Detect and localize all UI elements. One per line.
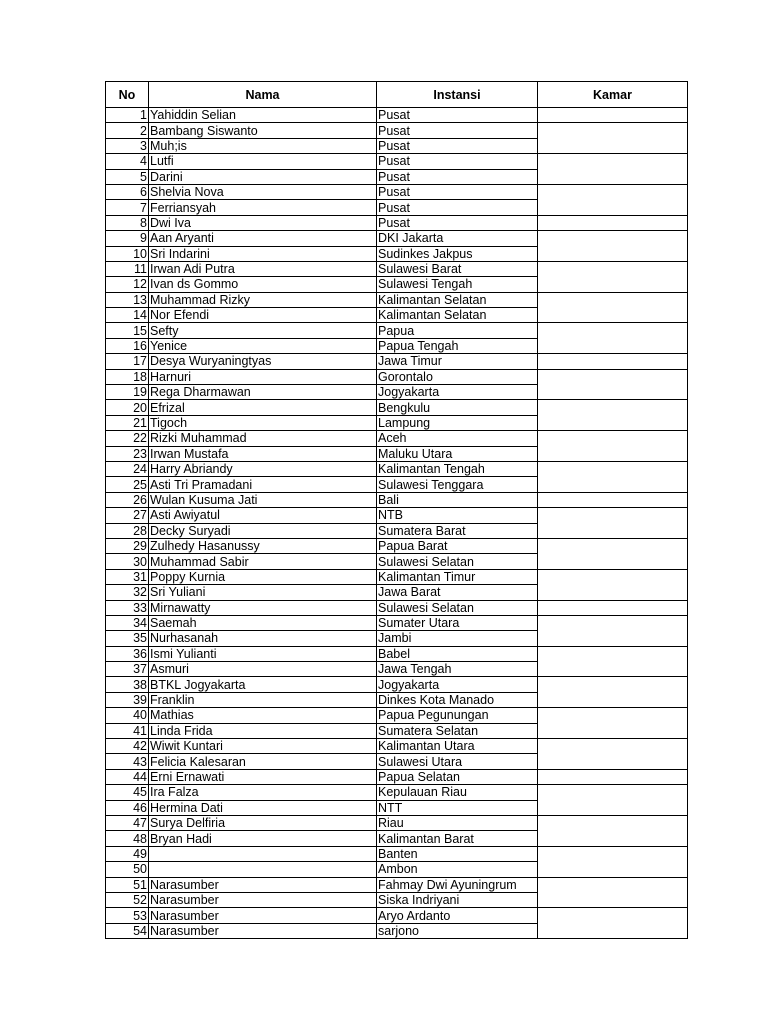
cell-kamar: [538, 431, 688, 446]
cell-no: 30: [106, 554, 149, 569]
cell-instansi: Papua Selatan: [377, 769, 538, 784]
cell-no: 4: [106, 154, 149, 169]
cell-kamar: [538, 200, 688, 215]
cell-nama: Harry Abriandy: [149, 461, 377, 476]
cell-kamar: [538, 677, 688, 692]
cell-nama: Sri Indarini: [149, 246, 377, 261]
table-row: [106, 754, 688, 769]
table-row: [106, 338, 688, 353]
cell-kamar: [538, 585, 688, 600]
cell-nama: Zulhedy Hasanussy: [149, 538, 377, 553]
cell-kamar: [538, 692, 688, 707]
table-row: [106, 292, 688, 307]
cell-nama: Narasumber: [149, 908, 377, 923]
cell-no: 7: [106, 200, 149, 215]
cell-kamar: [538, 815, 688, 830]
cell-no: 40: [106, 708, 149, 723]
table-body: [106, 108, 688, 939]
table-row: [106, 154, 688, 169]
cell-instansi: Pusat: [377, 184, 538, 199]
cell-nama: Muh;is: [149, 138, 377, 153]
cell-kamar: [538, 508, 688, 523]
cell-no: 39: [106, 692, 149, 707]
cell-no: 51: [106, 877, 149, 892]
cell-kamar: [538, 538, 688, 553]
cell-kamar: [538, 246, 688, 261]
cell-kamar: [538, 892, 688, 907]
cell-nama: Darini: [149, 169, 377, 184]
cell-kamar: [538, 477, 688, 492]
table-row: [106, 569, 688, 584]
cell-instansi: Jogyakarta: [377, 677, 538, 692]
cell-instansi: Aryo Ardanto: [377, 908, 538, 923]
cell-nama: Franklin: [149, 692, 377, 707]
cell-nama: Asmuri: [149, 662, 377, 677]
cell-instansi: Sulawesi Selatan: [377, 554, 538, 569]
cell-instansi: Papua Tengah: [377, 338, 538, 353]
cell-kamar: [538, 662, 688, 677]
table-row: [106, 261, 688, 276]
header-row: [106, 82, 688, 108]
table-row: [106, 923, 688, 938]
cell-kamar: [538, 154, 688, 169]
table-row: [106, 215, 688, 230]
cell-no: 27: [106, 508, 149, 523]
cell-nama: Efrizal: [149, 400, 377, 415]
cell-instansi: Kalimantan Selatan: [377, 308, 538, 323]
cell-no: 46: [106, 800, 149, 815]
table-row: [106, 138, 688, 153]
cell-instansi: Banten: [377, 846, 538, 861]
cell-no: 22: [106, 431, 149, 446]
cell-kamar: [538, 400, 688, 415]
table-row: [106, 354, 688, 369]
cell-kamar: [538, 615, 688, 630]
cell-kamar: [538, 415, 688, 430]
cell-no: 29: [106, 538, 149, 553]
cell-no: 52: [106, 892, 149, 907]
cell-nama: Mathias: [149, 708, 377, 723]
cell-kamar: [538, 877, 688, 892]
cell-nama: Felicia Kalesaran: [149, 754, 377, 769]
cell-nama: Irwan Mustafa: [149, 446, 377, 461]
cell-instansi: Pusat: [377, 200, 538, 215]
cell-kamar: [538, 708, 688, 723]
cell-no: 17: [106, 354, 149, 369]
cell-kamar: [538, 231, 688, 246]
cell-kamar: [538, 323, 688, 338]
table-row: [106, 769, 688, 784]
cell-kamar: [538, 108, 688, 123]
cell-kamar: [538, 308, 688, 323]
cell-kamar: [538, 369, 688, 384]
cell-no: 12: [106, 277, 149, 292]
table-row: [106, 385, 688, 400]
cell-no: 24: [106, 461, 149, 476]
cell-kamar: [538, 184, 688, 199]
cell-no: 34: [106, 615, 149, 630]
cell-kamar: [538, 338, 688, 353]
cell-no: 14: [106, 308, 149, 323]
cell-instansi: Sumatera Selatan: [377, 723, 538, 738]
cell-instansi: Kalimantan Barat: [377, 831, 538, 846]
cell-instansi: Pusat: [377, 154, 538, 169]
table-row: [106, 323, 688, 338]
cell-instansi: Kepulauan Riau: [377, 785, 538, 800]
cell-nama: Yahiddin Selian: [149, 108, 377, 123]
cell-nama: Decky Suryadi: [149, 523, 377, 538]
cell-kamar: [538, 723, 688, 738]
cell-instansi: Ambon: [377, 862, 538, 877]
header-kamar: Kamar: [538, 82, 688, 108]
cell-kamar: [538, 169, 688, 184]
cell-nama: Wiwit Kuntari: [149, 739, 377, 754]
cell-nama: Sri Yuliani: [149, 585, 377, 600]
cell-kamar: [538, 354, 688, 369]
cell-instansi: NTT: [377, 800, 538, 815]
cell-no: 2: [106, 123, 149, 138]
table-row: [106, 446, 688, 461]
cell-instansi: Jawa Timur: [377, 354, 538, 369]
cell-instansi: Dinkes Kota Manado: [377, 692, 538, 707]
cell-nama: Tigoch: [149, 415, 377, 430]
cell-instansi: Pusat: [377, 169, 538, 184]
cell-nama: Nor Efendi: [149, 308, 377, 323]
cell-nama: Asti Awiyatul: [149, 508, 377, 523]
cell-no: 8: [106, 215, 149, 230]
cell-no: 54: [106, 923, 149, 938]
cell-kamar: [538, 461, 688, 476]
cell-kamar: [538, 123, 688, 138]
cell-no: 32: [106, 585, 149, 600]
table-row: [106, 400, 688, 415]
cell-no: 3: [106, 138, 149, 153]
cell-no: 37: [106, 662, 149, 677]
cell-instansi: Siska Indriyani: [377, 892, 538, 907]
cell-nama: Saemah: [149, 615, 377, 630]
cell-no: 43: [106, 754, 149, 769]
table-row: [106, 877, 688, 892]
table-row: [106, 677, 688, 692]
table-row: [106, 369, 688, 384]
cell-nama: Muhammad Rizky: [149, 292, 377, 307]
cell-nama: BTKL Jogyakarta: [149, 677, 377, 692]
table-row: [106, 908, 688, 923]
cell-instansi: Sulawesi Tenggara: [377, 477, 538, 492]
table-row: [106, 277, 688, 292]
cell-nama: Hermina Dati: [149, 800, 377, 815]
table-row: [106, 538, 688, 553]
cell-no: 21: [106, 415, 149, 430]
cell-no: 41: [106, 723, 149, 738]
cell-instansi: Jambi: [377, 631, 538, 646]
cell-kamar: [538, 831, 688, 846]
cell-nama: Nurhasanah: [149, 631, 377, 646]
cell-no: 9: [106, 231, 149, 246]
table-row: [106, 200, 688, 215]
cell-kamar: [538, 923, 688, 938]
cell-kamar: [538, 739, 688, 754]
cell-kamar: [538, 631, 688, 646]
cell-no: 15: [106, 323, 149, 338]
cell-nama: Aan Aryanti: [149, 231, 377, 246]
cell-instansi: Aceh: [377, 431, 538, 446]
cell-instansi: Sulawesi Tengah: [377, 277, 538, 292]
cell-kamar: [538, 261, 688, 276]
cell-nama: Erni Ernawati: [149, 769, 377, 784]
cell-kamar: [538, 646, 688, 661]
cell-nama: Harnuri: [149, 369, 377, 384]
cell-instansi: Jawa Tengah: [377, 662, 538, 677]
cell-nama: Lutfi: [149, 154, 377, 169]
cell-instansi: Sumater Utara: [377, 615, 538, 630]
cell-instansi: Pusat: [377, 215, 538, 230]
participant-table: [105, 81, 688, 939]
cell-no: 28: [106, 523, 149, 538]
cell-nama: Ivan ds Gommo: [149, 277, 377, 292]
cell-nama: [149, 846, 377, 861]
cell-nama: Narasumber: [149, 877, 377, 892]
cell-nama: Sefty: [149, 323, 377, 338]
table-row: [106, 646, 688, 661]
cell-instansi: Papua Pegunungan: [377, 708, 538, 723]
cell-nama: Ferriansyah: [149, 200, 377, 215]
table-row: [106, 600, 688, 615]
table-row: [106, 123, 688, 138]
table-row: [106, 169, 688, 184]
table-row: [106, 585, 688, 600]
cell-instansi: Maluku Utara: [377, 446, 538, 461]
cell-instansi: Sulawesi Selatan: [377, 600, 538, 615]
cell-kamar: [538, 600, 688, 615]
table-row: [106, 892, 688, 907]
cell-kamar: [538, 800, 688, 815]
cell-nama: Shelvia Nova: [149, 184, 377, 199]
cell-kamar: [538, 569, 688, 584]
cell-no: 49: [106, 846, 149, 861]
cell-kamar: [538, 785, 688, 800]
cell-nama: Bryan Hadi: [149, 831, 377, 846]
cell-no: 33: [106, 600, 149, 615]
cell-no: 48: [106, 831, 149, 846]
cell-instansi: Papua: [377, 323, 538, 338]
table-row: [106, 492, 688, 507]
table-row: [106, 308, 688, 323]
table-row: [106, 631, 688, 646]
header-no: No: [106, 82, 149, 108]
cell-nama: Bambang Siswanto: [149, 123, 377, 138]
cell-nama: Muhammad Sabir: [149, 554, 377, 569]
cell-instansi: sarjono: [377, 923, 538, 938]
cell-instansi: Babel: [377, 646, 538, 661]
cell-no: 23: [106, 446, 149, 461]
cell-no: 5: [106, 169, 149, 184]
cell-instansi: Fahmay Dwi Ayuningrum: [377, 877, 538, 892]
table-header: [106, 82, 688, 108]
table-row: [106, 862, 688, 877]
cell-kamar: [538, 554, 688, 569]
cell-no: 44: [106, 769, 149, 784]
cell-nama: Ira Falza: [149, 785, 377, 800]
cell-no: 35: [106, 631, 149, 646]
cell-instansi: Pusat: [377, 138, 538, 153]
cell-nama: Mirnawatty: [149, 600, 377, 615]
cell-no: 38: [106, 677, 149, 692]
cell-instansi: Kalimantan Tengah: [377, 461, 538, 476]
table-row: [106, 662, 688, 677]
table-row: [106, 246, 688, 261]
table-row: [106, 508, 688, 523]
table-row: [106, 708, 688, 723]
cell-no: 20: [106, 400, 149, 415]
cell-no: 18: [106, 369, 149, 384]
cell-nama: Rizki Muhammad: [149, 431, 377, 446]
table-row: [106, 431, 688, 446]
table-row: [106, 554, 688, 569]
cell-no: 50: [106, 862, 149, 877]
cell-nama: Poppy Kurnia: [149, 569, 377, 584]
cell-no: 26: [106, 492, 149, 507]
cell-nama: Desya Wuryaningtyas: [149, 354, 377, 369]
table-row: [106, 800, 688, 815]
table-row: [106, 461, 688, 476]
cell-no: 11: [106, 261, 149, 276]
table-row: [106, 785, 688, 800]
cell-no: 53: [106, 908, 149, 923]
cell-nama: Asti Tri Pramadani: [149, 477, 377, 492]
cell-instansi: Bengkulu: [377, 400, 538, 415]
cell-no: 47: [106, 815, 149, 830]
cell-nama: [149, 862, 377, 877]
table-row: [106, 739, 688, 754]
cell-no: 25: [106, 477, 149, 492]
cell-instansi: Jawa Barat: [377, 585, 538, 600]
cell-kamar: [538, 492, 688, 507]
cell-nama: Irwan Adi Putra: [149, 261, 377, 276]
table-row: [106, 692, 688, 707]
table-row: [106, 723, 688, 738]
header-instansi: Instansi: [377, 82, 538, 108]
cell-kamar: [538, 754, 688, 769]
cell-nama: Wulan Kusuma Jati: [149, 492, 377, 507]
cell-kamar: [538, 215, 688, 230]
cell-no: 42: [106, 739, 149, 754]
header-nama: Nama: [149, 82, 377, 108]
cell-nama: Linda Frida: [149, 723, 377, 738]
cell-instansi: Papua Barat: [377, 538, 538, 553]
table-row: [106, 415, 688, 430]
cell-no: 36: [106, 646, 149, 661]
cell-instansi: DKI Jakarta: [377, 231, 538, 246]
table-row: [106, 523, 688, 538]
cell-instansi: Riau: [377, 815, 538, 830]
cell-instansi: Sulawesi Utara: [377, 754, 538, 769]
table-row: [106, 231, 688, 246]
cell-no: 45: [106, 785, 149, 800]
cell-instansi: Kalimantan Timur: [377, 569, 538, 584]
cell-no: 1: [106, 108, 149, 123]
cell-kamar: [538, 862, 688, 877]
cell-instansi: Sumatera Barat: [377, 523, 538, 538]
cell-instansi: Kalimantan Utara: [377, 739, 538, 754]
table-row: [106, 831, 688, 846]
cell-instansi: Sudinkes Jakpus: [377, 246, 538, 261]
table-row: [106, 108, 688, 123]
cell-nama: Surya Delfiria: [149, 815, 377, 830]
table-row: [106, 846, 688, 861]
cell-kamar: [538, 908, 688, 923]
cell-instansi: Sulawesi Barat: [377, 261, 538, 276]
cell-instansi: Gorontalo: [377, 369, 538, 384]
cell-no: 10: [106, 246, 149, 261]
cell-nama: Dwi Iva: [149, 215, 377, 230]
cell-no: 6: [106, 184, 149, 199]
cell-no: 19: [106, 385, 149, 400]
table-row: [106, 615, 688, 630]
table-row: [106, 815, 688, 830]
table-row: [106, 477, 688, 492]
cell-instansi: Pusat: [377, 123, 538, 138]
cell-instansi: Bali: [377, 492, 538, 507]
cell-nama: Narasumber: [149, 892, 377, 907]
cell-kamar: [538, 138, 688, 153]
cell-kamar: [538, 846, 688, 861]
cell-kamar: [538, 277, 688, 292]
cell-kamar: [538, 385, 688, 400]
cell-kamar: [538, 446, 688, 461]
cell-no: 16: [106, 338, 149, 353]
cell-kamar: [538, 523, 688, 538]
cell-nama: Narasumber: [149, 923, 377, 938]
table-row: [106, 184, 688, 199]
cell-nama: Yenice: [149, 338, 377, 353]
cell-instansi: Kalimantan Selatan: [377, 292, 538, 307]
cell-instansi: Lampung: [377, 415, 538, 430]
cell-no: 13: [106, 292, 149, 307]
cell-instansi: Pusat: [377, 108, 538, 123]
cell-kamar: [538, 292, 688, 307]
cell-nama: Ismi Yulianti: [149, 646, 377, 661]
cell-no: 31: [106, 569, 149, 584]
cell-kamar: [538, 769, 688, 784]
cell-nama: Rega Dharmawan: [149, 385, 377, 400]
cell-instansi: Jogyakarta: [377, 385, 538, 400]
cell-instansi: NTB: [377, 508, 538, 523]
